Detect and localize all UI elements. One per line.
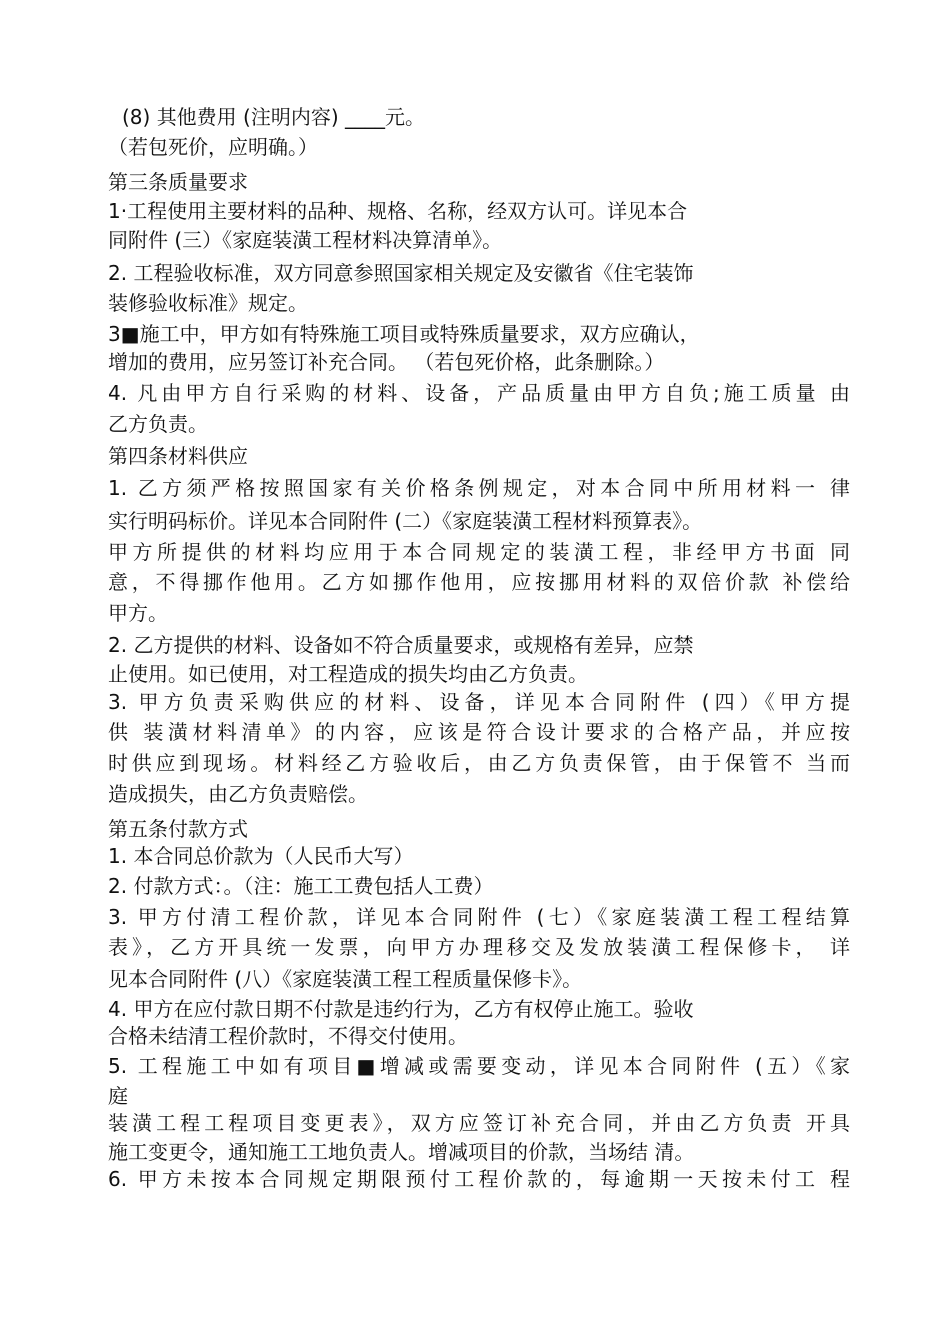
- line: 4. 甲方在应付款日期不付款是违约行为，乙方有权停止施工。验收: [108, 997, 694, 1021]
- line: 装潢工程工程项目变更表》，双方应签订补充合同，并由乙方负责 开具: [108, 1111, 850, 1135]
- line: 供 装潢材料清单》的内容，应该是符合设计要求的合格产品，并应按: [108, 720, 850, 744]
- line: 1. 本合同总价款为（人民币大写）: [108, 844, 414, 868]
- line: 造成损失，由乙方负责赔偿。: [108, 782, 368, 806]
- heading-article-3-quality: 第三条质量要求: [108, 170, 248, 194]
- line: 3. 甲方负责采购供应的材料、设备，详见本合同附件 (四）《甲方提: [108, 690, 850, 714]
- line-lump-sum-note: （若包死价，应明确。）: [108, 135, 318, 159]
- line: 3. 甲方付清工程价款，详见本合同附件 (七）《家庭装潢工程工程结算: [108, 905, 850, 929]
- heading-article-5-payment: 第五条付款方式: [108, 817, 248, 841]
- line: 合格未结清工程价款时，不得交付使用。: [108, 1024, 468, 1048]
- line: 意，不得挪作他用。乙方如挪作他用，应按挪用材料的双倍价款 补偿给: [108, 570, 850, 594]
- line: 实行明码标价。详见本合同附件 (二）《家庭装潢工程材料预算表》。: [108, 509, 703, 533]
- line: 增加的费用，应另签订补充合同。 （若包死价格，此条删除。）: [108, 350, 665, 374]
- line: 乙方负责。: [108, 412, 208, 436]
- line: 5. 工程施工中如有项目■增减或需要变动，详见本合同附件 (五）《家: [108, 1054, 850, 1078]
- line: 3■施工中，甲方如有特殊施工项目或特殊质量要求，双方应确认，: [108, 322, 700, 346]
- line: 甲方所提供的材料均应用于本合同规定的装潢工程，非经甲方书面 同: [108, 540, 850, 564]
- line: 2. 付款方式：。（注：施工工费包括人工费）: [108, 874, 494, 898]
- line: 4. 凡由甲方自行采购的材料、设备，产品质量由甲方自负;施工质量 由: [108, 381, 850, 405]
- line: 见本合同附件 (八）《家庭装潢工程工程质量保修卡》。: [108, 967, 583, 991]
- line: 6. 甲方未按本合同规定期限预付工程价款的，每逾期一天按未付工 程: [108, 1167, 850, 1191]
- heading-article-4-materials: 第四条材料供应: [108, 444, 248, 468]
- line: 同附件 (三）《家庭装潢工程材料决算清单》。: [108, 228, 503, 252]
- line: 装修验收标准》规定。: [108, 291, 308, 315]
- line: 甲方。: [108, 601, 168, 625]
- line: 庭: [108, 1084, 128, 1108]
- line: 1. 乙方须严格按照国家有关价格条例规定，对本合同中所用材料一 律: [108, 476, 850, 500]
- line-other-fees: (8) 其他费用 (注明内容) ____元。: [122, 105, 426, 129]
- line: 表》，乙方开具统一发票，向甲方办理移交及发放装潢工程保修卡， 详: [108, 935, 850, 959]
- line: 2. 乙方提供的材料、设备如不符合质量要求，或规格有差异，应禁: [108, 633, 694, 657]
- line: 止使用。如已使用，对工程造成的损失均由乙方负责。: [108, 662, 588, 686]
- line: 1·工程使用主要材料的品种、规格、名称，经双方认可。详见本合: [108, 199, 688, 223]
- line: 时供应到现场。材料经乙方验收后，由乙方负责保管，由于保管不 当而: [108, 751, 850, 775]
- line: 2. 工程验收标准，双方同意参照国家相关规定及安徽省《住宅装饰: [108, 261, 694, 285]
- line: 施工变更令，通知施工工地负责人。增减项目的价款，当场结 清。: [108, 1140, 695, 1164]
